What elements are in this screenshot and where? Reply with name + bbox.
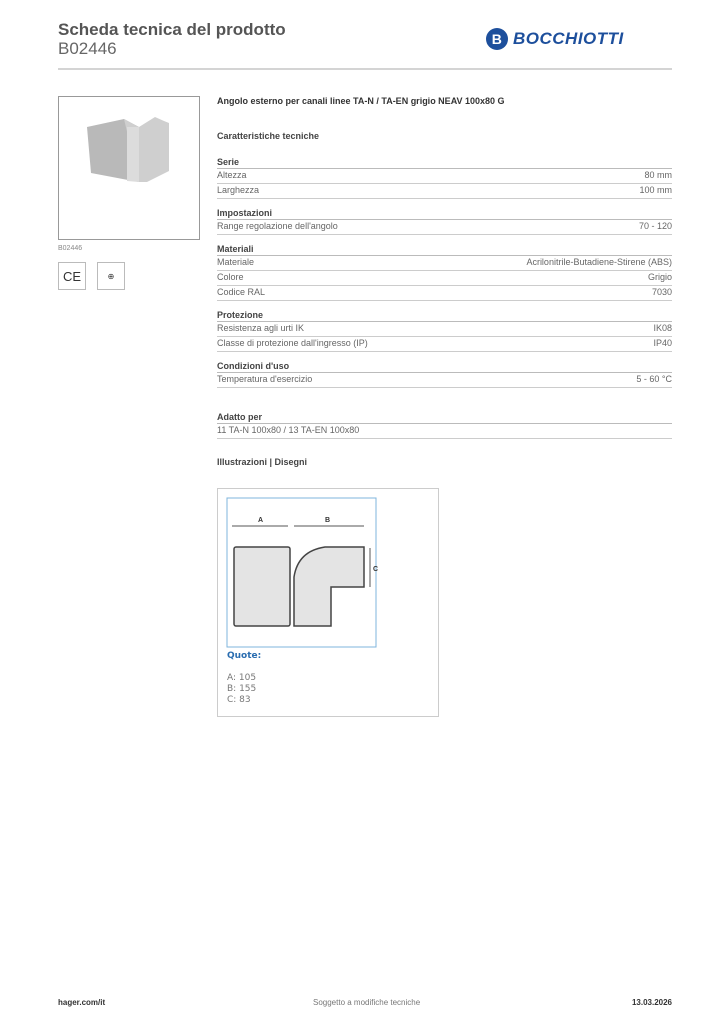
section-heading: Protezione (217, 310, 672, 322)
dimension-drawing (217, 488, 439, 717)
row-label: 11 TA-N 100x80 / 13 TA-EN 100x80 (217, 425, 360, 435)
spec-row (217, 424, 672, 439)
quote-a: A: 105 (227, 673, 257, 683)
row-value: Acrilonitrile-Butadiene-Stirene (ABS) (526, 257, 672, 267)
ce-mark-badge: CE (58, 262, 86, 290)
spec-row (217, 184, 672, 199)
section-heading: Serie (217, 157, 672, 169)
product-description: Angolo esterno per canali linee TA-N / TA-EN grigio NEAV 100x80 G (217, 96, 505, 106)
row-value: 5 - 60 °C (636, 374, 672, 384)
dim-label-a: A (258, 517, 264, 524)
footer-date: 13.03.2026 (631, 998, 672, 1007)
dimension-diagram (218, 489, 438, 649)
brand-logo (486, 28, 624, 50)
spec-row (217, 286, 672, 301)
row-label: Resistenza agli urti IK (217, 323, 305, 333)
row-label: Altezza (217, 170, 247, 180)
spec-row (217, 169, 672, 184)
quote-b: B: 155 (227, 684, 257, 694)
certification-badge-icon: ⊕ (97, 262, 125, 290)
product-photo (59, 97, 199, 239)
dim-label-c: C (373, 566, 379, 573)
product-code: B02446 (58, 39, 117, 58)
row-label: Materiale (217, 257, 255, 267)
row-value: IK08 (653, 323, 672, 333)
row-label: Larghezza (217, 185, 260, 195)
footer-website[interactable]: hager.com/it (58, 998, 106, 1007)
footer-note: Soggetto a modifiche tecniche (313, 998, 421, 1007)
section-heading: Impostazioni (217, 208, 672, 220)
page-title: Scheda tecnica del prodotto (58, 20, 286, 39)
row-value: 80 mm (644, 170, 672, 180)
row-label: Range regolazione dell'angolo (217, 221, 338, 231)
row-label: Classe di protezione dall'ingresso (IP) (217, 338, 368, 348)
quote-c: C: 83 (227, 695, 251, 705)
row-value: 70 - 120 (638, 221, 672, 231)
spec-section (217, 157, 672, 199)
spec-section (217, 310, 672, 352)
dimension-quotes (227, 651, 261, 706)
spec-row (217, 337, 672, 352)
row-value: IP40 (653, 338, 672, 348)
spec-row (217, 220, 672, 235)
spec-section (217, 361, 672, 388)
product-image (58, 96, 200, 240)
section-heading: Condizioni d'uso (217, 361, 672, 373)
row-label: Colore (217, 272, 244, 282)
specs-heading: Caratteristiche tecniche (217, 131, 320, 141)
row-label: Temperatura d'esercizio (217, 374, 313, 384)
section-heading: Materiali (217, 244, 672, 256)
section-heading: Adatto per (217, 412, 672, 424)
brand-name: BOCCHIOTTI (513, 29, 624, 48)
quotes-title: Quote: (227, 651, 262, 661)
spec-section (217, 244, 672, 301)
image-code: B02446 (58, 245, 83, 252)
spec-section (217, 208, 672, 235)
header-divider (58, 68, 672, 70)
row-value: 7030 (651, 287, 672, 297)
spec-row (217, 271, 672, 286)
illustrations-heading: Illustrazioni | Disegni (217, 457, 308, 467)
row-value: Grigio (647, 272, 672, 282)
spec-row (217, 256, 672, 271)
row-label: Codice RAL (217, 287, 266, 297)
row-value: 100 mm (639, 185, 672, 195)
dim-label-b: B (325, 517, 331, 524)
spec-row (217, 373, 672, 388)
spec-column (217, 96, 672, 483)
brand-mark-icon: B (486, 28, 508, 50)
spec-row (217, 322, 672, 337)
